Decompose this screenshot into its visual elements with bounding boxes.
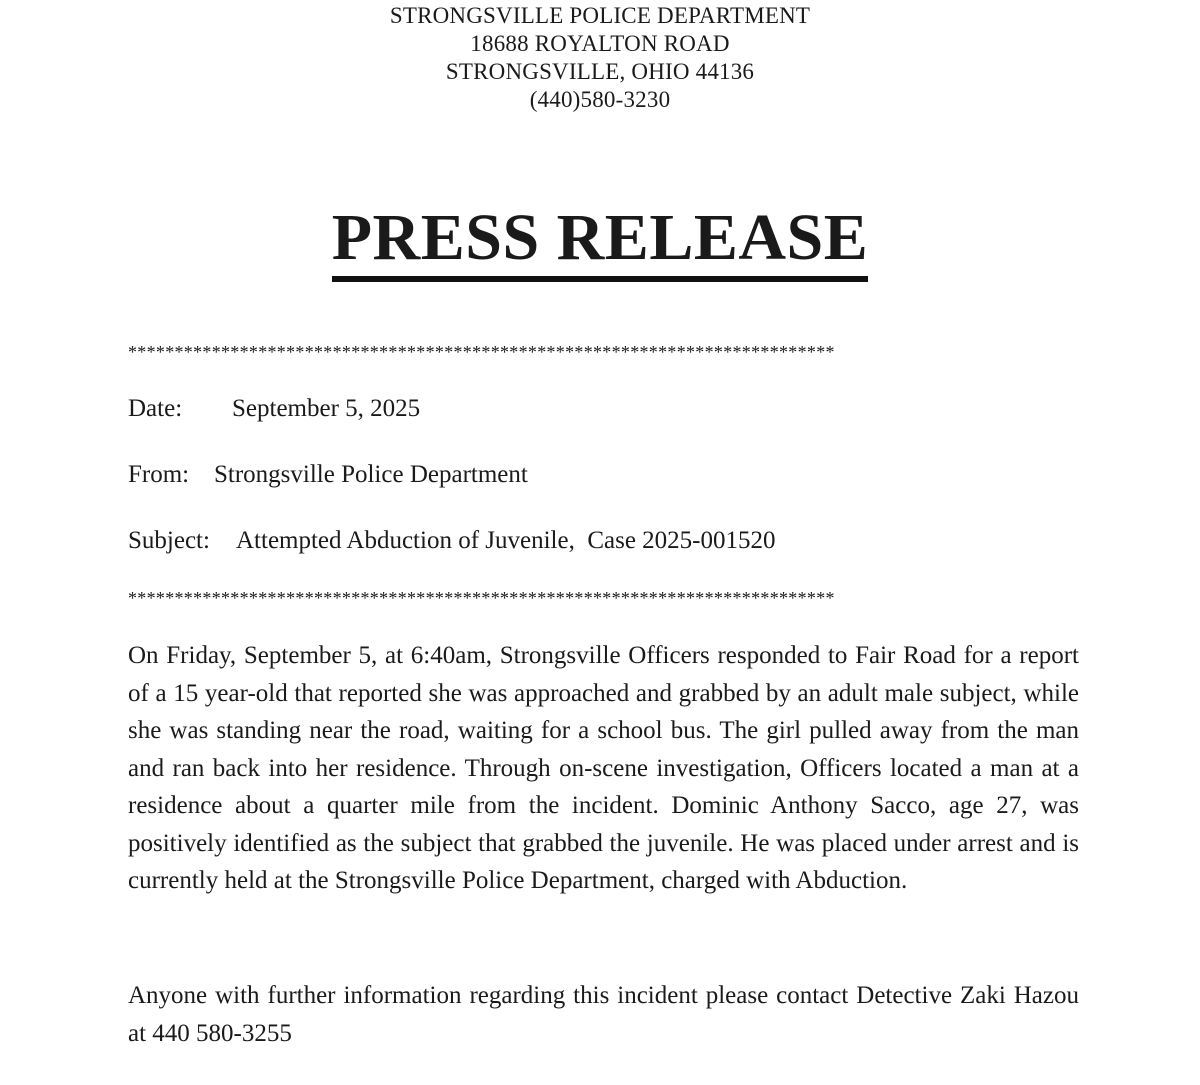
page-title: PRESS RELEASE [332,202,869,282]
subject-value: Attempted Abduction of Juvenile, Case 2025-001520 [236,527,776,554]
department-phone: (440)580-3230 [529,87,671,112]
title-block [0,202,1200,282]
separator-top: **************************************************************************** [128,342,835,362]
date-value: September 5, 2025 [232,395,421,422]
subject-field [128,526,776,556]
from-value: Strongsville Police Department [214,461,528,488]
letterhead [0,2,1200,114]
date-label: Date: [128,395,183,422]
body-paragraph-incident: On Friday, September 5, at 6:40am, Strongsville Officers responded to Fair Road for a report of a 15 year-old that reported she was approached and grabbed by an adult male subject, while she was standing near the road, waiting for a school bus. The girl pulled away from the man and ran back into her residence. Through on-scene investigation, Officers located a man at a residence about a quarter mile from the incident. Dominic Anthony Sacco, age 27, was positively identified as the subject that grabbed the juvenile. He was placed under arrest and is currently held at the Strongsville Police Department, charged with Abduction. [128,642,1079,894]
department-street: 18688 ROYALTON ROAD [470,31,730,56]
department-name: STRONGSVILLE POLICE DEPARTMENT [389,3,811,28]
from-label: From: [128,461,190,488]
subject-label: Subject: [128,527,210,554]
from-field [128,460,528,490]
separator-bottom: **************************************************************************** [128,588,835,608]
body-paragraph-contact: Anyone with further information regarding this incident please contact Detective Zaki Hazou at 440 580-3255 [128,982,1079,1047]
department-city-state: STRONGSVILLE, OHIO 44136 [445,59,755,84]
date-field [128,394,420,424]
